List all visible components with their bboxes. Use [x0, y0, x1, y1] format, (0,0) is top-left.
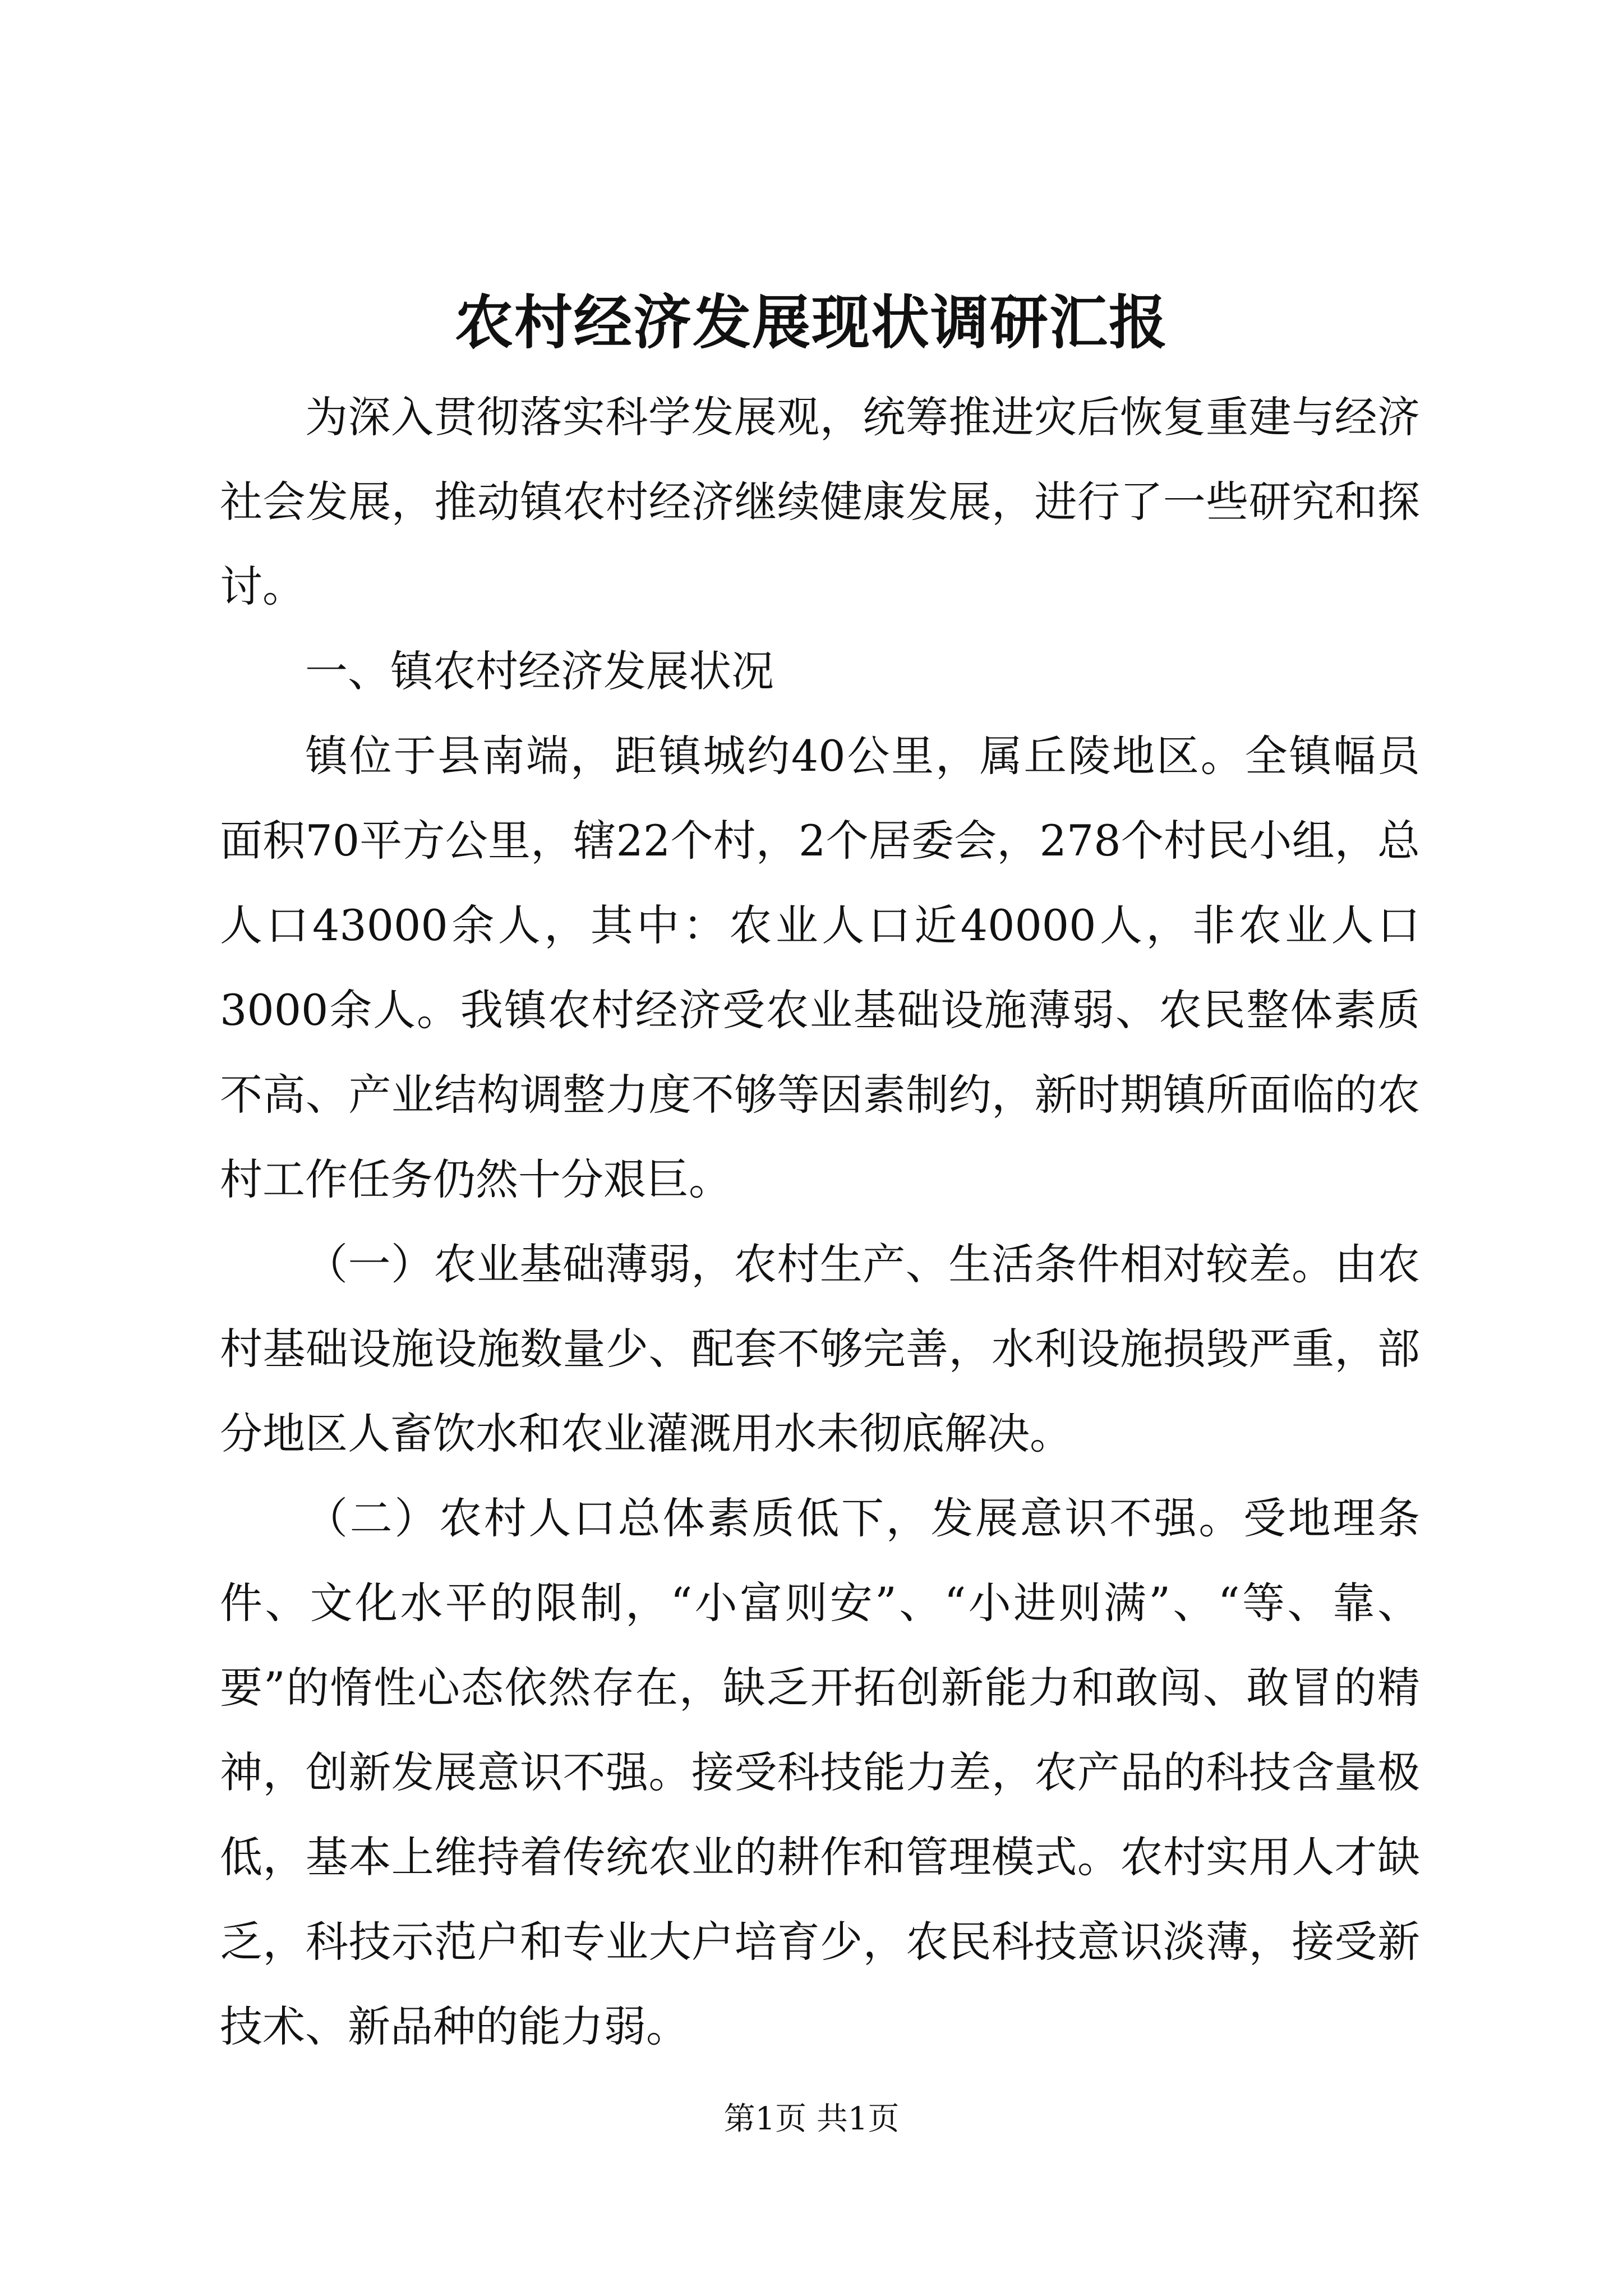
document-title: 农村经济发展现状调研汇报 — [454, 288, 1168, 357]
paragraph-point-1: （一）农业基础薄弱，农村生产、生活条件相对较差。由农村基础设施设施数量少、配套不够完善，水利设施损毁严重，部分地区人畜饮水和农业灌溉用水未彻底解决。 — [220, 1239, 1420, 1458]
paragraph-intro: 为深入贯彻落实科学发展观，统筹推进灾后恢复重建与经济社会发展，推动镇农村经济继续健康发展，进行了一些研究和探讨。 — [220, 392, 1420, 611]
paragraph-point-2: （二）农村人口总体素质低下，发展意识不强。受地理条件、文化水平的限制，“小富则安”、“小进则满”、“等、靠、要”的惰性心态依然存在，缺乏开拓创新能力和敢闯、敢冒的精神，创新发展意识不强。接受科技能力差，农产品的科技含量极低，基本上维持着传统农业的耕作和管理模式。农村实用人才缺乏，科技示范户和专业大户培育少，农民科技意识淡薄，接受新技术、新品种的能力弱。 — [220, 1493, 1420, 2051]
section-heading-1: 一、镇农村经济发展状况 — [305, 646, 774, 696]
paragraph-overview: 镇位于县南端，距镇城约40公里，属丘陵地区。全镇幅员面积70平方公里，辖22个村，2个居委会，278个村民小组，总人口43000余人，其中：农业人口近40000人，非农业人口3000余人。我镇农村经济受农业基础设施薄弱、农民整体素质不高、产业结构调整力度不够等因素制约，新时期镇所面临的农村工作任务仍然十分艰巨。 — [220, 731, 1420, 1204]
page-number-footer: 第1页 共1页 — [723, 2101, 900, 2137]
document-body — [220, 375, 1420, 2069]
